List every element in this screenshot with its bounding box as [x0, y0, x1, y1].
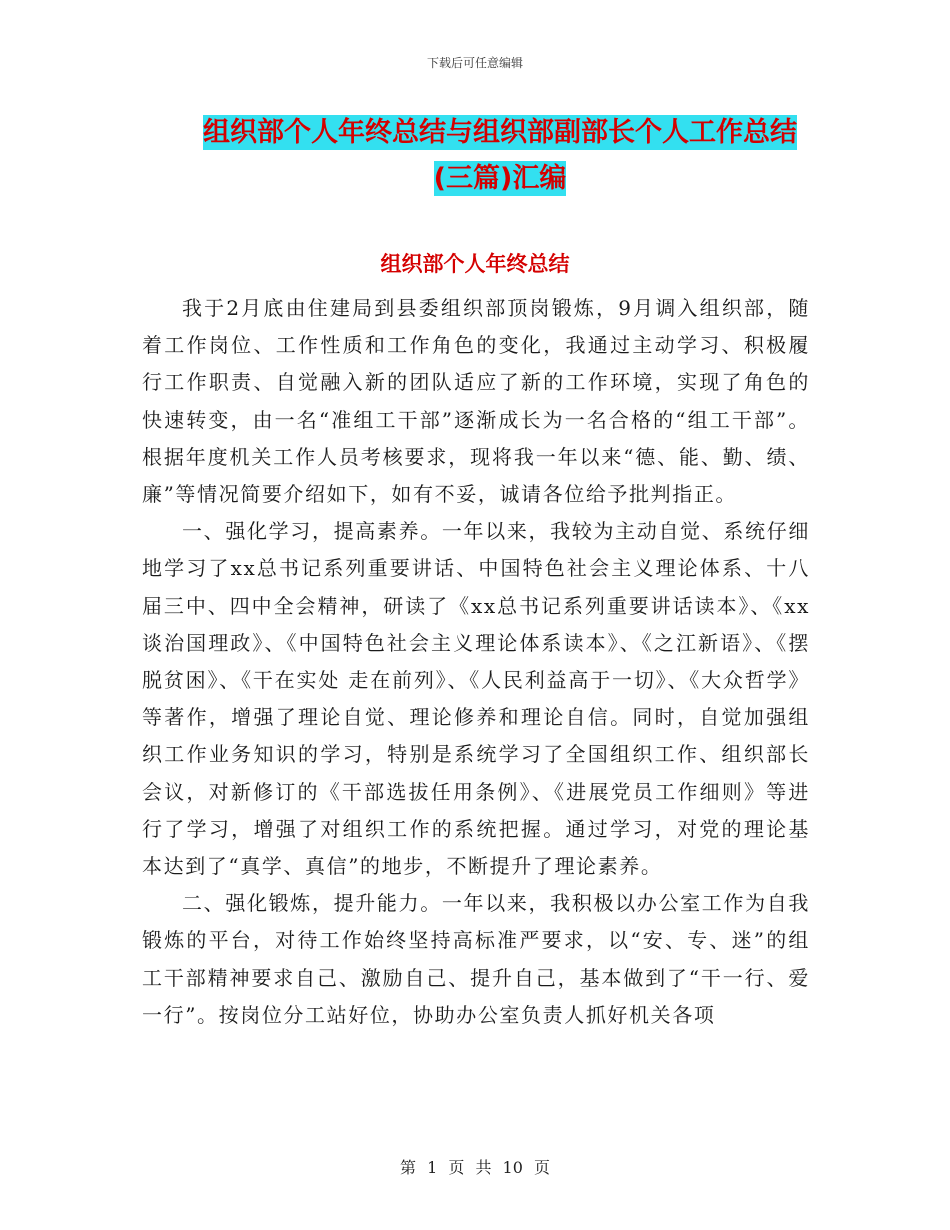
page-header: 下载后可任意编辑 [426, 56, 523, 70]
section-title: 组织部个人年终总结 [380, 252, 570, 276]
paragraph: 二、强化锻炼，提升能力。一年以来，我积极以办公室工作为自我锻炼的平台，对待工作始终坚持高标准严要求，以“安、专、迷”的组工干部精神要求自己、激励自己、提升自己，基本做到了“干一行、爱一行”。按岗位分工站好位，协助办公室负责人抓好机关各项 [142, 891, 810, 1027]
paragraph: 我于2月底由住建局到县委组织部顶岗锻炼，9月调入组织部，随着工作岗位、工作性质和工作角色的变化，我通过主动学习、积极履行工作职责、自觉融入新的团队适应了新的工作环境，实现了角色的快速转变，由一名“准组工干部”逐渐成长为一名合格的“组工干部”。根据年度机关工作人员考核要求，现将我一年以来“德、能、勤、绩、廉”等情况简要介绍如下，如有不妥，诚请各位给予批判指正。 [142, 296, 810, 507]
document-title-text: 组织部个人年终总结与组织部副部长个人工作总结(三篇)汇编 [203, 117, 797, 194]
body-text [142, 290, 810, 1034]
paragraph: 一、强化学习，提高素养。一年以来，我较为主动自觉、系统仔细地学习了xx总书记系列重要讲话、中国特色社会主义理论体系、十八届三中、四中全会精神，研读了《xx总书记系列重要讲话读本》、《xx谈治国理政》、《中国特色社会主义理论体系读本》、《之江新语》、《摆脱贫困》、《干在实处 走在前列》、《人民利益高于一切》、《大众哲学》等著作，增强了理论自觉、理论修养和理论自信。同时，自觉加强组织工作业务知识的学习，特别是系统学习了全国组织工作、组织部长会议，对新修订的《干部选拔任用条例》、《进展党员工作细则》等进行了学习，增强了对组织工作的系统把握。通过学习，对党的理论基本达到了“真学、真信”的地步，不断提升了理论素养。 [142, 519, 810, 879]
page-footer: 第 1 页 共 10 页 [400, 1158, 550, 1177]
document-title [185, 110, 815, 202]
